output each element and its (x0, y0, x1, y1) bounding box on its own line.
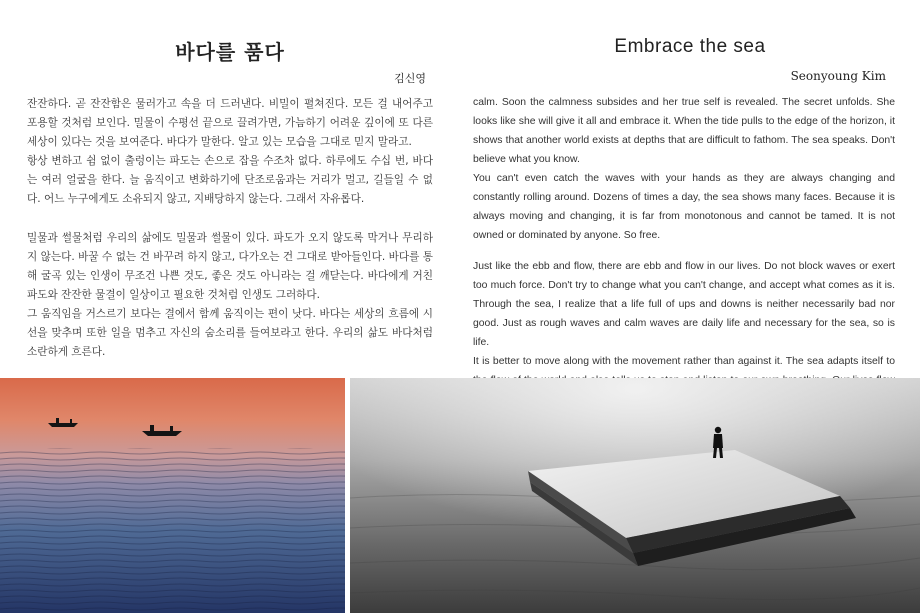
english-body (473, 93, 895, 409)
english-paragraph-1: calm. Soon the calmness subsides and her true self is revealed. The secret unfolds. She looks like she will give it all and embrace it. When the tide pulls to the edge of the horizon, it shows that another world exists at depths that are difficult to fathom. The sea speaks. Don't believe what you know. (473, 97, 895, 165)
korean-paragraph-2: 항상 변하고 쉼 없이 출렁이는 파도는 손으로 잡을 수조차 없다. 하루에도 수십 번, 바다는 여러 얼굴을 한다. 늘 움직이고 변화하기에 단조로움과는 거리가 멀고, 길들일 수 없다. 어느 누구에게도 소유되지 않고, 지배당하지 않는다. 그래서 자유롭다. (27, 155, 433, 205)
platform-sea-photo (350, 378, 920, 613)
english-paragraph-3: Just like the ebb and flow, there are ebb and flow in our lives. Do not block waves or exert too much force. Don't try to change what you can't change, and accept what comes as it is. Through the sea, I realize that a life full of ups and downs is neither necessarily bad nor good. Just as rough waves and calm waves are daily life and necessary for the sea, so is life. (473, 261, 895, 348)
korean-title: 바다를 품다 (175, 40, 285, 64)
korean-column (0, 0, 460, 378)
korean-author: 김신영 (394, 72, 426, 85)
english-author: Seonyoung Kim (790, 69, 886, 83)
sunset-sea-image (0, 378, 345, 613)
english-title: Embrace the sea (614, 36, 766, 57)
english-column (460, 0, 920, 378)
english-paragraph-4: It is better to move along with the movement rather than against it. The sea adapts itself to (473, 356, 895, 367)
korean-paragraph-1: 잔잔하다. 곧 잔잔함은 물러가고 속을 더 드러낸다. 비밀이 펼쳐진다. 모든 걸 내어주고 포용할 것처럼 보인다. 밀물이 수평선 끝으로 끌려가면, 가늠하기 어려운 깊이에 또 다른 세상이 있다는 것을 보여준다. 바다가 말한다. 알고 있는 모습을 그대로 믿지 말라고. (27, 98, 433, 148)
korean-body (27, 95, 433, 362)
english-paragraph-2: You can't even catch the waves with your hands as they are always changing and constantly rolling around. Dozens of times a day, the sea shows many faces. Because it is always moving and changing, it is far from monotonous and cannot be tamed. It is not owned or dominated by anyone. So free. (473, 173, 895, 241)
korean-paragraph-4: 그 움직임을 거스르기 보다는 결에서 함께 움직이는 편이 낫다. 바다는 세상의 흐름에 시선을 맞추며 또한 일을 멈추고 자신의 숨소리를 들여보라고 한다. 우리의 삶도 바다처럼 소란하게 흐른다. (27, 308, 433, 358)
korean-paragraph-3: 밀물과 썰물처럼 우리의 삶에도 밀물과 썰물이 있다. 파도가 오지 않도록 막거나 무리하지 않는다. 바꿀 수 없는 건 바꾸려 하지 않고, 다가오는 건 그대로 받아들인다. 바다를 통해 굴곡 있는 인생이 무조건 나쁜 것도, 좋은 것도 아니라는 걸 깨닫는다. 바다에게 거친 파도와 잔잔한 물결이 일상이고 필요한 것처럼 인생도 그러하다. (27, 232, 433, 301)
platform-sea-image (350, 378, 920, 613)
sunset-sea-photo (0, 378, 345, 613)
